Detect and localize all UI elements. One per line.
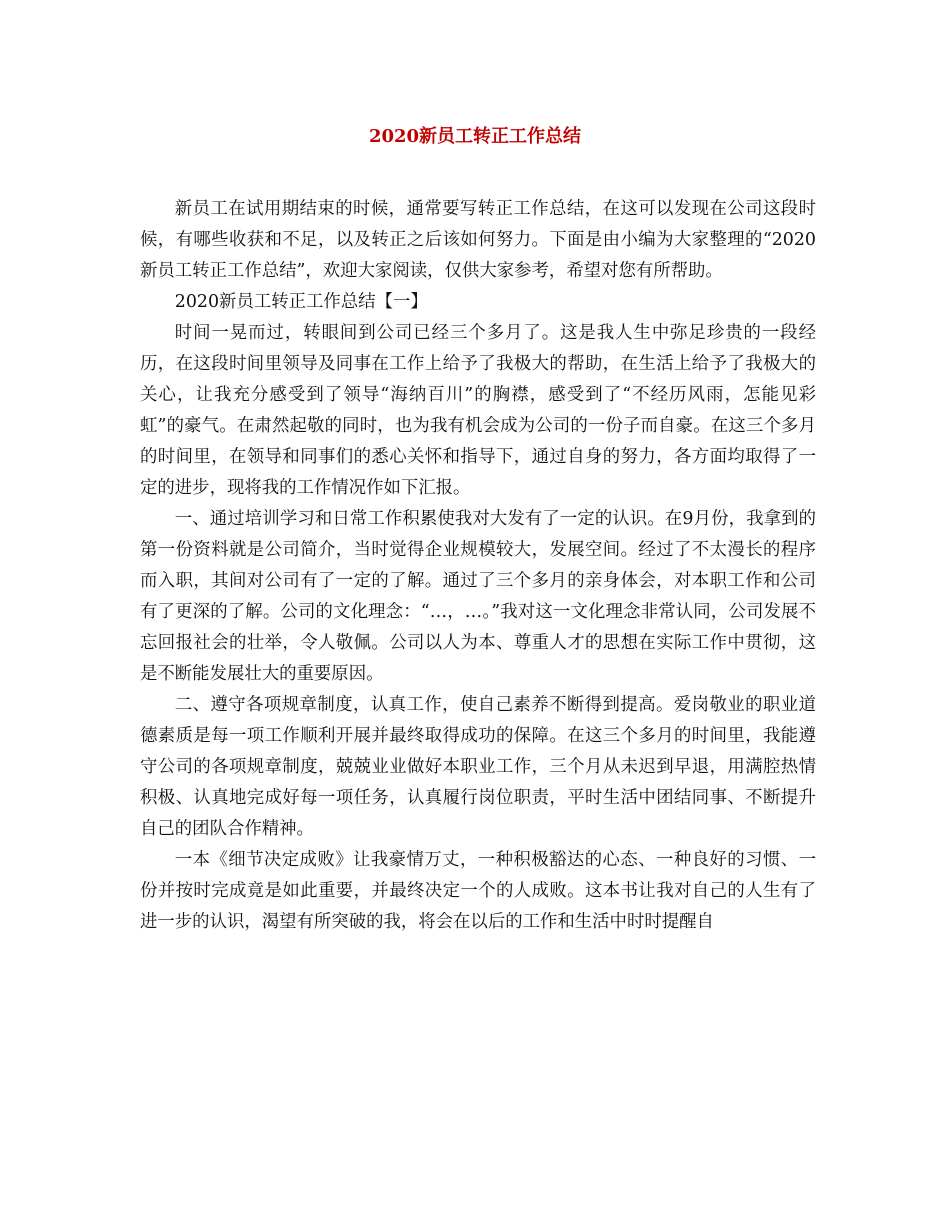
body-paragraph: 一、通过培训学习和日常工作积累使我对大发有了一定的认识。在9月份，我拿到的第一份资料就是公司简介，当时觉得企业规模较大，发展空间。经过了不太漫长的程序而入职，其间对公司有了一定的了解。通过了三个多月的亲身体会，对本职工作和公司有了更深的了解。公司的文化理念：“…，…。”我对这一文化理念非常认同，公司发展不忘回报社会的壮举，令人敬佩。公司以人为本、尊重人才的思想在实际工作中贯彻，这是不断能发展壮大的重要原因。: [140, 509, 816, 684]
section-heading: 2020新员工转正工作总结【一】: [174, 292, 428, 312]
body-paragraph: 时间一晃而过，转眼间到公司已经三个多月了。这是我人生中弥足珍贵的一段经历，在这段时间里领导及同事在工作上给予了我极大的帮助，在生活上给予了我极大的关心，让我充分感受到了领导“海纳百川”的胸襟，感受到了“不经历风雨，怎能见彩虹”的豪气。在肃然起敬的同时，也为我有机会成为公司的一份子而自豪。在这三个多月的时间里，在领导和同事们的悉心关怀和指导下，通过自身的努力，各方面均取得了一定的进步，现将我的工作情况作如下汇报。: [140, 323, 816, 498]
body-paragraph: 二、遵守各项规章制度，认真工作，使自己素养不断得到提高。爱岗敬业的职业道德素质是每一项工作顺利开展并最终取得成功的保障。在这三个多月的时间里，我能遵守公司的各项规章制度，兢兢业业做好本职业工作，三个月从未迟到早退，用满腔热情积极、认真地完成好每一项任务，认真履行岗位职责，平时生活中团结同事、不断提升自己的团队合作精神。: [140, 695, 816, 839]
intro-paragraph: 新员工在试用期结束的时候，通常要写转正工作总结，在这可以发现在公司这段时候，有哪些收获和不足，以及转正之后该如何努力。下面是由小编为大家整理的“2020新员工转正工作总结”，欢迎大家阅读，仅供大家参考，希望对您有所帮助。: [140, 199, 816, 281]
document-body: [140, 194, 816, 938]
document-title: 2020新员工转正工作总结: [368, 126, 582, 147]
body-paragraph: 一本《细节决定成败》让我豪情万丈，一种积极豁达的心态、一种良好的习惯、一份并按时完成竟是如此重要，并最终决定一个的人成败。这本书让我对自己的人生有了进一步的认识，渴望有所突破的我，将会在以后的工作和生活中时时提醒自: [140, 850, 816, 932]
